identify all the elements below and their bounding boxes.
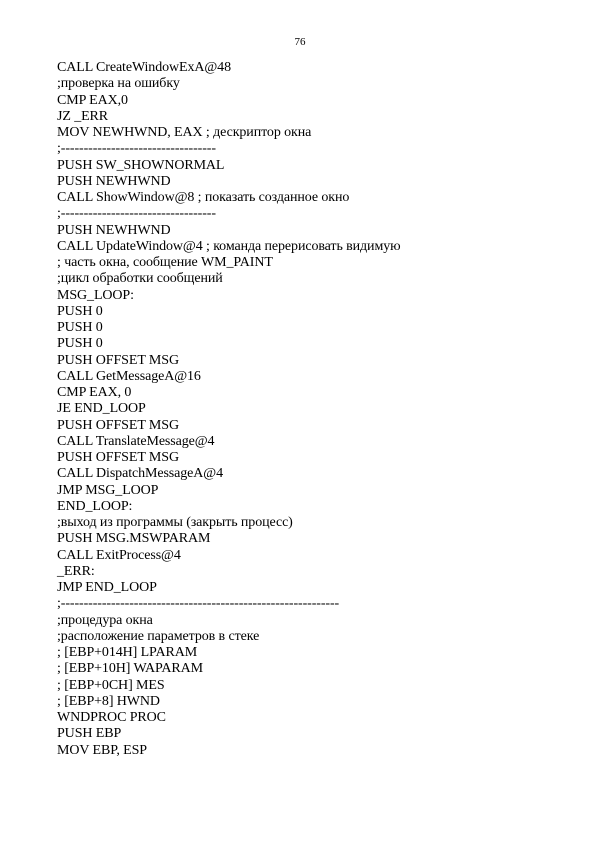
- code-line: ; [EBP+8] HWND: [57, 693, 160, 709]
- code-line: MSG_LOOP:: [57, 287, 134, 303]
- code-line: ;----------------------------------: [57, 141, 216, 157]
- code-listing: [57, 60, 577, 759]
- code-line: CALL ExitProcess@4: [57, 547, 181, 563]
- code-line: PUSH 0: [57, 303, 103, 319]
- code-line: PUSH NEWHWND: [57, 173, 171, 189]
- code-line: PUSH OFFSET MSG: [57, 450, 179, 465]
- code-line: ; [EBP+10H] WAPARAM: [57, 661, 204, 677]
- code-line: ;расположение параметров в стеке: [57, 628, 260, 644]
- code-line: CMP EAX, 0: [57, 385, 132, 400]
- code-line: PUSH MSG.MSWPARAM: [57, 531, 211, 547]
- code-line: CALL TranslateMessage@4: [57, 433, 215, 449]
- code-line: ; часть окна, сообщение WM_PAINT: [57, 255, 273, 270]
- code-line: ;----------------------------------: [57, 206, 216, 222]
- code-line: PUSH NEWHWND: [57, 222, 171, 238]
- code-line: CALL ShowWindow@8 ; показать созданное окно: [57, 190, 350, 205]
- code-line: JMP MSG_LOOP: [57, 482, 159, 498]
- code-line: ; [EBP+0CH] MES: [57, 677, 165, 693]
- code-line: PUSH OFFSET MSG: [57, 417, 179, 433]
- code-line: ;процедура окна: [57, 612, 153, 628]
- code-line: ;выход из программы (закрыть процесс): [57, 515, 293, 530]
- code-line: ;цикл обработки сообщений: [57, 271, 223, 287]
- code-line: JMP END_LOOP: [57, 580, 157, 595]
- code-line: ;проверка на ошибку: [57, 76, 180, 92]
- code-line: PUSH 0: [57, 336, 103, 352]
- code-line: PUSH OFFSET MSG: [57, 352, 179, 368]
- code-line: CALL GetMessageA@16: [57, 368, 201, 384]
- code-line: PUSH SW_SHOWNORMAL: [57, 157, 225, 173]
- code-line: WNDPROC PROC: [57, 710, 166, 725]
- page-number: 76: [294, 36, 306, 48]
- code-line: _ERR:: [57, 563, 95, 579]
- code-line: CALL DispatchMessageA@4: [57, 466, 223, 482]
- code-line: CALL UpdateWindow@4 ; команда перерисовать видимую: [57, 238, 401, 254]
- code-line: PUSH 0: [57, 320, 103, 335]
- code-line: JZ _ERR: [57, 108, 109, 124]
- code-line: ; [EBP+014H] LPARAM: [57, 645, 198, 660]
- code-line: JE END_LOOP: [57, 401, 146, 417]
- code-line: MOV NEWHWND, EAX ; дескриптор окна: [57, 125, 312, 140]
- code-line: MOV EBP, ESP: [57, 742, 147, 758]
- code-line: CALL CreateWindowExA@48: [57, 60, 231, 75]
- code-line: PUSH EBP: [57, 726, 122, 742]
- code-line: CMP EAX,0: [57, 92, 128, 108]
- code-line: END_LOOP:: [57, 498, 133, 514]
- code-line: ;-------------------------------------------------------------: [57, 596, 340, 612]
